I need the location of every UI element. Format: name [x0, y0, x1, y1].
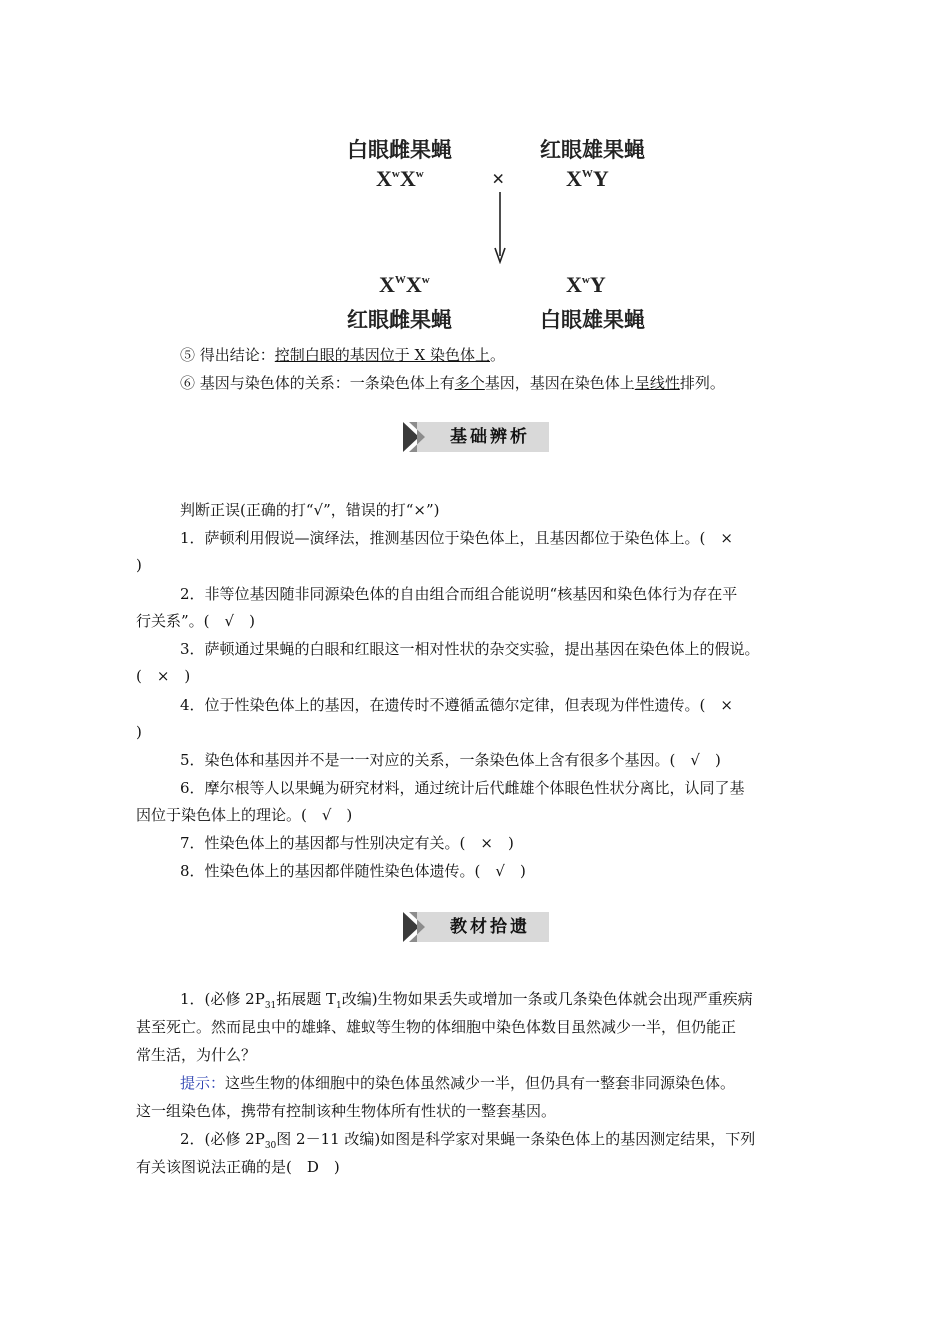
- geno-allele: w: [391, 168, 400, 180]
- geno-allele: w: [581, 274, 590, 286]
- q-text: 2．(必修 2P: [180, 1130, 265, 1148]
- judge-q7: 7．性染色体上的基因都与性别决定有关。( × ): [180, 834, 514, 852]
- judge-q4: 4．位于性染色体上的基因，在遗传时不遵循孟德尔定律，但表现为伴性遗传。( ×: [180, 696, 733, 714]
- geno-allele: W: [394, 274, 406, 286]
- judge-q8: 8．性染色体上的基因都伴随性染色体遗传。( √ ): [180, 862, 526, 880]
- q-text: 图 2－11 改编)如图是科学家对果蝇一条染色体上的基因测定结果，下列: [276, 1130, 756, 1148]
- p-male-genotype: [566, 166, 609, 192]
- textbook-q1-line3: 常生活，为什么？: [136, 1046, 257, 1064]
- page-sub: 1: [336, 1001, 342, 1011]
- page-sub: 30: [264, 1141, 277, 1151]
- q-text: 改编)生物如果丢失或增加一条或几条染色体就会出现严重疾病: [341, 990, 753, 1008]
- down-arrow-icon: [490, 192, 510, 264]
- geno-allele: w: [415, 168, 424, 180]
- f1-male-label: 白眼雄果蝇: [540, 308, 645, 332]
- textbook-hint: [180, 1069, 735, 1097]
- geno-chrom: X: [566, 166, 582, 191]
- geno-allele: w: [421, 274, 430, 286]
- section-banner-textbook: [403, 912, 549, 942]
- textbook-q1-line2: 甚至死亡。然而昆虫中的雄蜂、雄蚁等生物的体细胞中染色体数目虽然减少一半，但仍能正: [136, 1018, 737, 1036]
- judge-intro: 判断正误(正确的打“√”，错误的打“×”): [180, 501, 440, 519]
- conclusion-answer: 呈线性: [634, 374, 680, 392]
- geno-chrom: X: [379, 272, 395, 297]
- judge-q3: 3．萨顿通过果蝇的白眼和红眼这一相对性状的杂交实验，提出基因在染色体上的假说。: [180, 640, 760, 658]
- conclusion-text: ⑥ 基因与染色体的关系：一条染色体上有: [180, 374, 455, 392]
- judge-q1-cont: ): [136, 556, 142, 574]
- textbook-hint-line2: 这一组染色体，携带有控制该种生物体所有性状的一整套基因。: [136, 1102, 557, 1120]
- judge-q3-cont: ( × ): [136, 667, 191, 685]
- geno-chrom: Y: [589, 272, 606, 297]
- judge-q1: 1．萨顿利用假说—演绎法，推测基因位于染色体上，且基因都位于染色体上。( ×: [180, 529, 733, 547]
- q-text: 1．(必修 2P: [180, 990, 265, 1008]
- geno-chrom: X: [405, 272, 422, 297]
- p-female-label: 白眼雌果蝇: [347, 138, 452, 162]
- conclusion-5: [180, 341, 505, 369]
- conclusion-6: [180, 369, 725, 397]
- q-text: 拓展题 T: [276, 990, 337, 1008]
- geno-chrom: X: [566, 272, 582, 297]
- conclusion-text: 。: [490, 346, 506, 364]
- f1-female-genotype: [379, 272, 430, 298]
- p-female-genotype: [376, 166, 424, 192]
- section-title: 教材拾遗: [450, 917, 530, 937]
- conclusion-text: 基因，基因在染色体上: [484, 374, 635, 392]
- geno-chrom: X: [376, 166, 392, 191]
- judge-q2: 2．非等位基因随非同源染色体的自由组合而组合能说明“核基因和染色体行为存在平: [180, 585, 738, 603]
- judge-q4-cont: ): [136, 723, 142, 741]
- conclusion-answer: 控制白眼的基因位于 X 染色体上: [274, 346, 490, 364]
- conclusion-text: 排列。: [679, 374, 725, 392]
- section-banner-basic: [403, 422, 549, 452]
- geno-chrom: X: [399, 166, 416, 191]
- page-sub: 31: [264, 1001, 277, 1011]
- textbook-q2-line2: 有关该图说法正确的是( D ): [136, 1158, 340, 1176]
- f1-male-genotype: [566, 272, 606, 298]
- section-title: 基础辨析: [450, 427, 530, 447]
- cross-symbol: ×: [492, 166, 505, 191]
- geno-allele: W: [581, 168, 593, 180]
- hint-label: 提示：: [180, 1074, 226, 1092]
- geno-chrom: Y: [592, 166, 609, 191]
- judge-q2-cont: 行关系”。( √ ): [136, 612, 255, 630]
- conclusion-text: ⑤ 得出结论：: [180, 346, 275, 364]
- p-male-label: 红眼雄果蝇: [540, 138, 645, 162]
- judge-q6-cont: 因位于染色体上的理论。( √ ): [136, 806, 353, 824]
- hint-text: 这些生物的体细胞中的染色体虽然减少一半，但仍具有一整套非同源染色体。: [225, 1074, 736, 1092]
- judge-q5: 5．染色体和基因并不是一一对应的关系，一条染色体上含有很多个基因。( √ ): [180, 751, 721, 769]
- conclusion-answer: 多个: [454, 374, 485, 392]
- judge-q6: 6．摩尔根等人以果蝇为研究材料，通过统计后代雌雄个体眼色性状分离比，认同了基: [180, 779, 745, 797]
- f1-female-label: 红眼雌果蝇: [347, 308, 452, 332]
